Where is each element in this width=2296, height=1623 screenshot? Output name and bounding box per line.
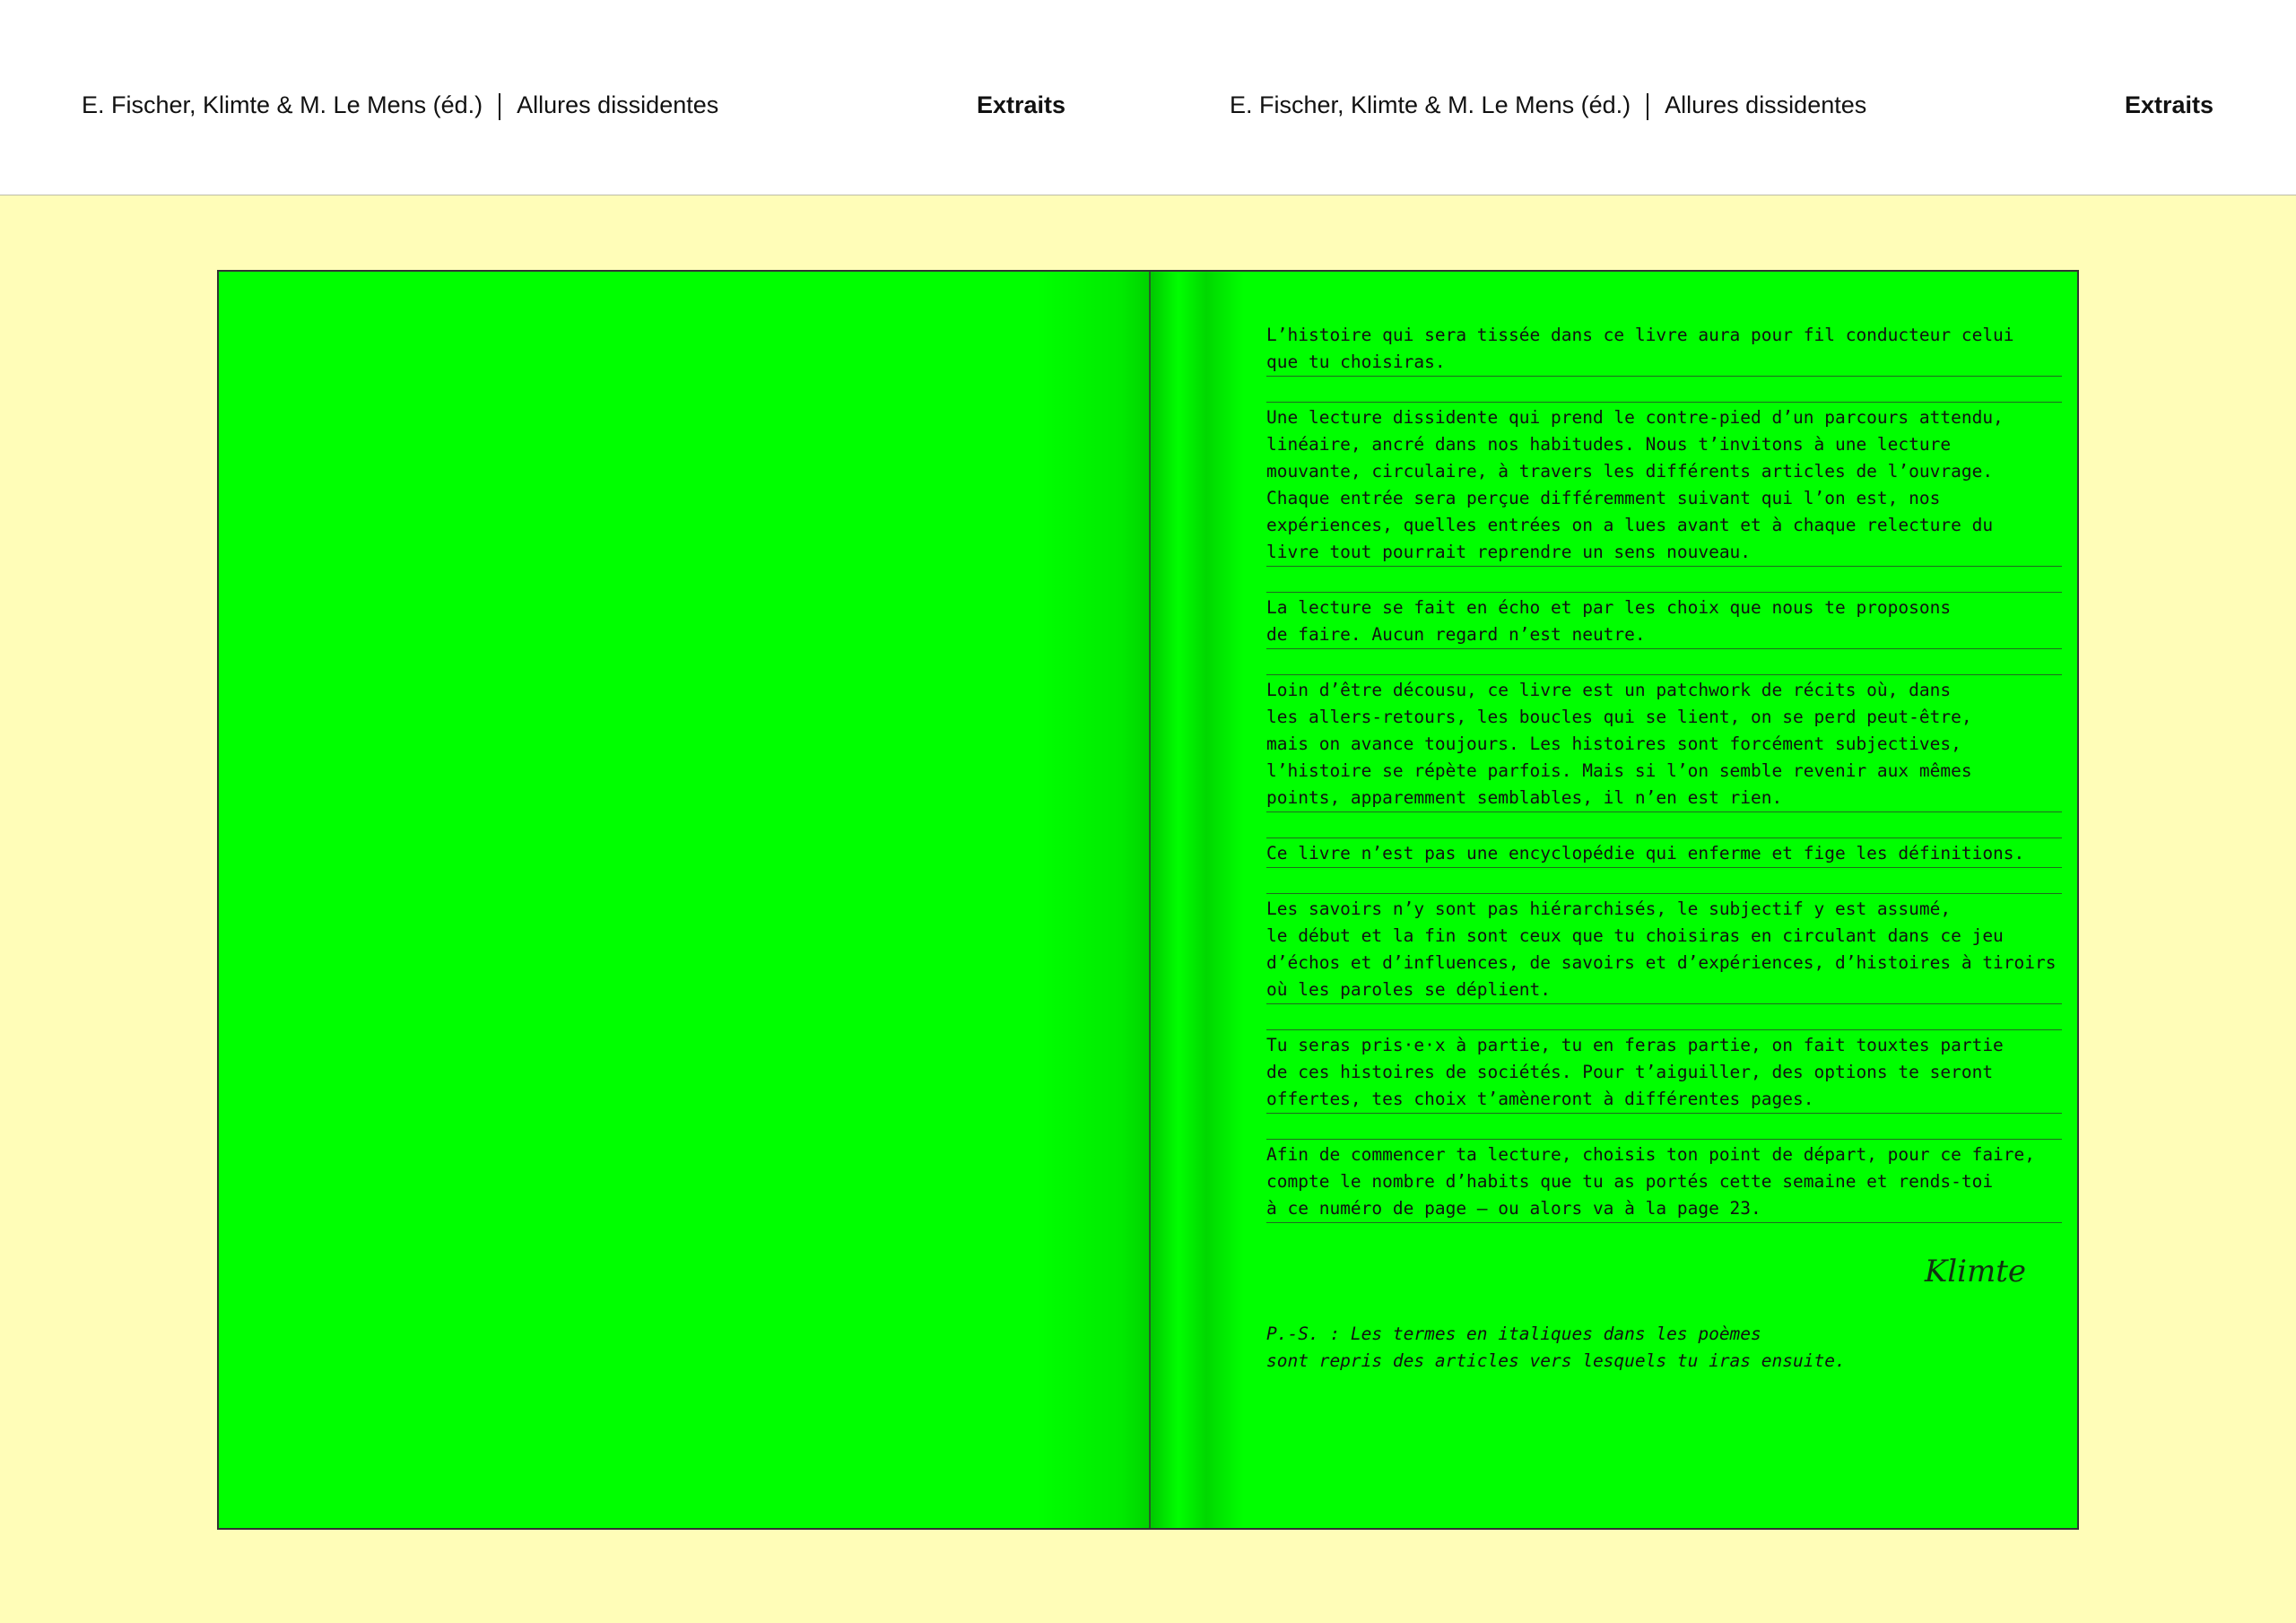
paragraph: Les savoirs n’y sont pas hiérarchisés, le subjectif y est assumé, le début et la fin sont ceux que tu choisiras en circulant dans ce jeu d’échos et d’influences, de savoirs et d’expériences, d’histoires à tiroirs où les paroles se déplient.: [1266, 893, 2062, 1004]
left-page-blank: [219, 272, 1149, 1528]
author-signature: Klimte: [1924, 1254, 2026, 1289]
paragraph: Ce livre n’est pas une encyclopédie qui enferme et fige les définitions.: [1266, 838, 2062, 868]
header-separator: [499, 93, 500, 120]
paragraph: Loin d’être décousu, ce livre est un patchwork de récits où, dans les allers-retours, les boucles qui se lient, on se perd peut-être, mais on avance toujours. Les histoires sont forcément subjectives, l’histoire se répète parfois. Mais si l’on semble revenir aux mêmes points, apparemment semblables, il n’en est rien.: [1266, 674, 2062, 812]
header-separator: [1647, 93, 1648, 120]
page-header: [0, 0, 2296, 195]
header-book-title: Allures dissidentes: [517, 91, 719, 118]
header-authors: E. Fischer, Klimte & M. Le Mens (éd.): [1230, 91, 1631, 118]
foreword-text: [1266, 320, 2062, 1248]
paragraph: La lecture se fait en écho et par les choix que nous te proposons de faire. Aucun regard n’est neutre.: [1266, 592, 2062, 649]
header-authors: E. Fischer, Klimte & M. Le Mens (éd.): [82, 91, 483, 118]
paragraph: Une lecture dissidente qui prend le contre-pied d’un parcours attendu, linéaire, ancré dans nos habitudes. Nous t’invitons à une lecture mouvante, circulaire, à travers les différents articles de l’ouvrage. Chaque entrée sera perçue différemment suivant qui l’on est, nos expériences, quelles entrées on a lues avant et à chaque relecture du livre tout pourrait reprendre un sens nouveau.: [1266, 402, 2062, 567]
paragraph: Afin de commencer ta lecture, choisis ton point de départ, pour ce faire, compte le nombre d’habits que tu as portés cette semaine et rends-toi à ce numéro de page — ou alors va à la page 23.: [1266, 1139, 2062, 1223]
header-section-label: Extraits: [2124, 91, 2213, 118]
paragraph: Tu seras pris·e·x à partie, tu en feras partie, on fait touxtes partie de ces histoires de sociétés. Pour t’aiguiller, des options te seront offertes, tes choix t’amèneront à différentes pages.: [1266, 1029, 2062, 1114]
header-section-label: Extraits: [976, 91, 1065, 118]
book-spread: [217, 270, 2079, 1530]
postscript: P.-S. : Les termes en italiques dans les poèmes sont repris des articles vers lesquels tu iras ensuite.: [1266, 1324, 1846, 1371]
header-right: [1230, 85, 2213, 125]
right-page: [1151, 272, 2077, 1528]
paragraph: L’histoire qui sera tissée dans ce livre aura pour fil conducteur celui que tu choisiras.: [1266, 320, 2062, 377]
header-book-title: Allures dissidentes: [1665, 91, 1867, 118]
header-left: [82, 85, 1065, 125]
